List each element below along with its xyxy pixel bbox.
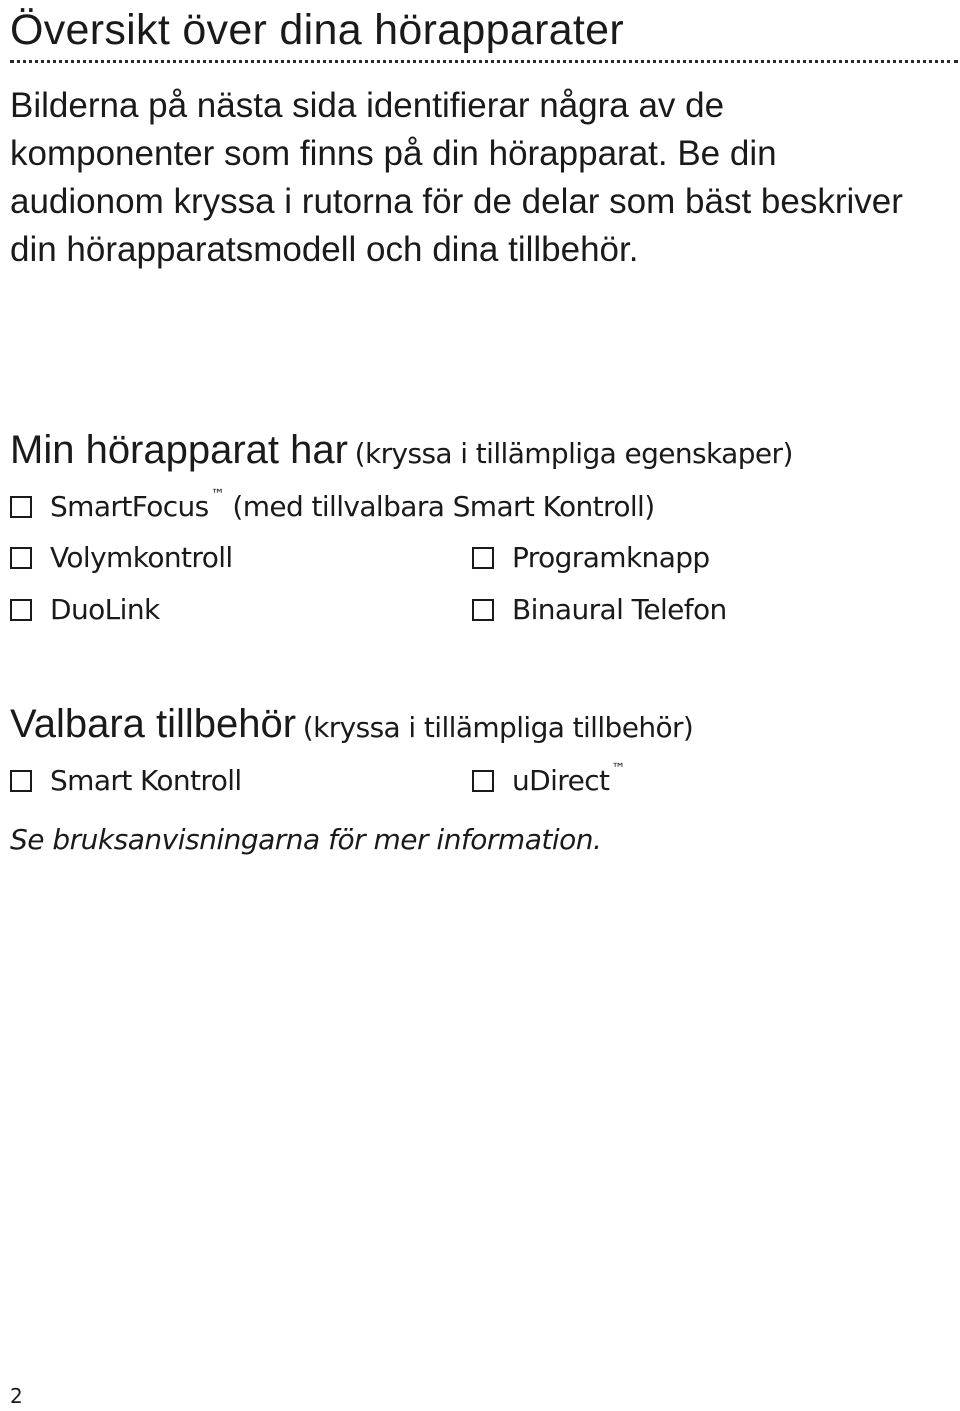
feature-suffix: (med tillvalbara Smart Kontroll) — [232, 490, 655, 523]
page-number: 2 — [10, 1384, 23, 1408]
accessories-heading-note: (kryssa i tillämpliga tillbehör) — [302, 711, 694, 744]
feature-item-binaural-telefon[interactable] — [472, 593, 727, 627]
title-dotted-rule — [10, 60, 958, 63]
checkbox-icon[interactable] — [10, 770, 32, 792]
checkbox-icon[interactable] — [10, 547, 32, 569]
feature-label: DuoLink — [50, 593, 160, 626]
intro-paragraph: Bilderna på nästa sida identifierar några av de komponenter som finns på din hörapparat. Be din audionom kryssa i rutorna för de delar som bäst beskriver din hörapparatsmodell och dina tillbehör. — [10, 86, 903, 269]
accessories-heading — [10, 702, 693, 747]
trademark-mark: ™ — [210, 487, 225, 503]
feature-item-volymkontroll[interactable] — [10, 541, 233, 575]
feature-label: Programknapp — [512, 541, 710, 574]
checkbox-icon[interactable] — [472, 547, 494, 569]
footnote: Se bruksanvisningarna för mer information. — [10, 823, 602, 856]
feature-label: SmartFocus — [50, 490, 209, 523]
checkbox-icon[interactable] — [472, 599, 494, 621]
checkbox-icon[interactable] — [10, 496, 32, 518]
checkbox-icon[interactable] — [472, 770, 494, 792]
accessory-label: uDirect — [512, 764, 610, 797]
checkbox-icon[interactable] — [10, 599, 32, 621]
feature-item-programknapp[interactable] — [472, 541, 710, 575]
features-heading-title: Min hörapparat har — [10, 428, 348, 472]
accessories-heading-title: Valbara tillbehör — [10, 702, 297, 746]
feature-item-duolink[interactable] — [10, 593, 160, 627]
feature-label: Volymkontroll — [50, 541, 233, 574]
trademark-mark: ™ — [611, 761, 625, 777]
accessory-item-smart-kontroll[interactable] — [10, 764, 242, 798]
features-heading-note: (kryssa i tillämpliga egenskaper) — [354, 437, 793, 470]
page-title: Översikt över dina hörapparater — [10, 6, 624, 54]
feature-item-smartfocus[interactable] — [10, 487, 655, 524]
features-heading — [10, 428, 793, 473]
accessory-label: Smart Kontroll — [50, 764, 242, 797]
accessory-item-udirect[interactable] — [472, 761, 625, 798]
feature-label: Binaural Telefon — [512, 593, 727, 626]
